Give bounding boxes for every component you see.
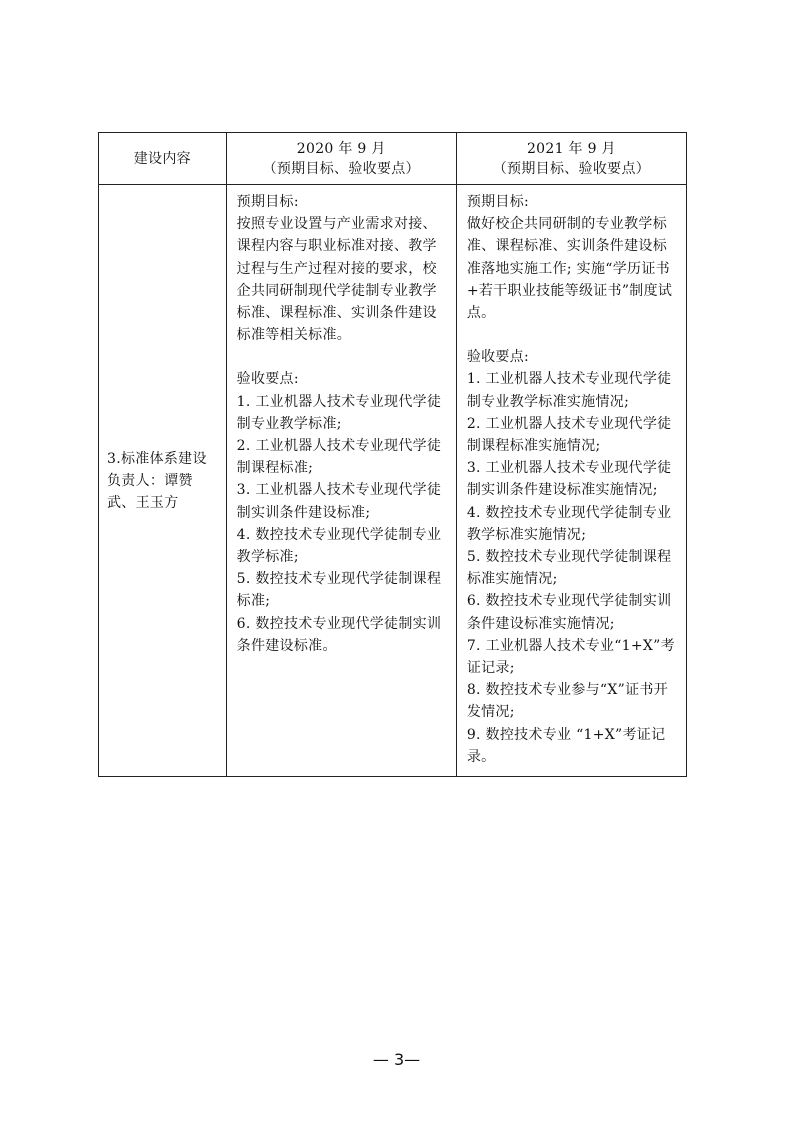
header-construction-content <box>99 133 227 185</box>
header-col3-subtitle: （预期目标、验收要点） <box>492 160 651 177</box>
list-item: 3. 工业机器人技术专业现代学徒制实训条件建设标准; <box>236 482 442 521</box>
list-item: 8. 数控技术专业参与“X”证书开发情况; <box>466 682 669 721</box>
col3-goal-heading: 预期目标: <box>466 194 530 210</box>
col3-goal-text: 做好校企共同研制的专业教学标准、课程标准、实训条件建设标准落地实施工作; 实施“学历证书+若干职业技能等级证书”制度试点。 <box>466 216 673 322</box>
list-item: 2. 工业机器人技术专业现代学徒制课程标准; <box>236 438 442 477</box>
col3-accept-heading: 验收要点: <box>466 349 530 366</box>
col2-accept-heading: 验收要点: <box>236 371 299 388</box>
list-item: 9. 数控技术专业 “1+X”考证记录。 <box>466 726 666 765</box>
list-item: 3. 工业机器人技术专业现代学徒制实训条件建设标准实施情况; <box>466 460 672 499</box>
list-item: 4. 数控技术专业现代学徒制专业教学标准实施情况; <box>466 504 672 543</box>
col-2021-content <box>456 185 686 777</box>
list-item: 6. 数控技术专业现代学徒制实训条件建设标准。 <box>236 615 442 654</box>
list-item: 6. 数控技术专业现代学徒制实训条件建设标准实施情况; <box>466 593 672 632</box>
col-2020-content <box>226 185 456 777</box>
header-col1-label: 建设内容 <box>133 150 191 167</box>
category-label: 3.标准体系建设负责人：谭赞武、王玉方 <box>107 450 207 511</box>
header-2021 <box>456 133 686 185</box>
list-item: 1. 工业机器人技术专业现代学徒制专业教学标准; <box>236 393 442 432</box>
list-item: 4. 数控技术专业现代学徒制专业教学标准; <box>236 526 442 566</box>
category-cell <box>99 185 227 777</box>
list-item: 5. 数控技术专业现代学徒制课程标准实施情况; <box>466 549 672 588</box>
header-col2-subtitle: （预期目标、验收要点） <box>262 160 420 177</box>
standards-table <box>98 132 687 777</box>
col2-goal-heading: 预期目标: <box>236 194 299 210</box>
list-item: 2. 工业机器人技术专业现代学徒制课程标准实施情况; <box>466 415 672 455</box>
list-item: 1. 工业机器人技术专业现代学徒制专业教学标准实施情况; <box>466 371 672 410</box>
list-item: 7. 工业机器人技术专业“1+X”考证记录; <box>466 637 675 677</box>
table-row <box>99 185 687 777</box>
page-number: — 3— <box>372 1050 421 1069</box>
list-item: 5. 数控技术专业现代学徒制课程标准; <box>236 571 442 610</box>
header-col2-date: 2020 年 9 月 <box>296 140 386 157</box>
table-header-row <box>99 133 687 185</box>
header-2020 <box>226 133 456 185</box>
header-col3-date: 2021 年 9 月 <box>526 140 616 157</box>
col2-goal-text: 按照专业设置与产业需求对接、课程内容与职业标准对接、教学过程与生产过程对接的要求，校企共同研制现代学徒制专业教学标准、课程标准、实训条件建设标准等相关标准。 <box>236 216 437 344</box>
